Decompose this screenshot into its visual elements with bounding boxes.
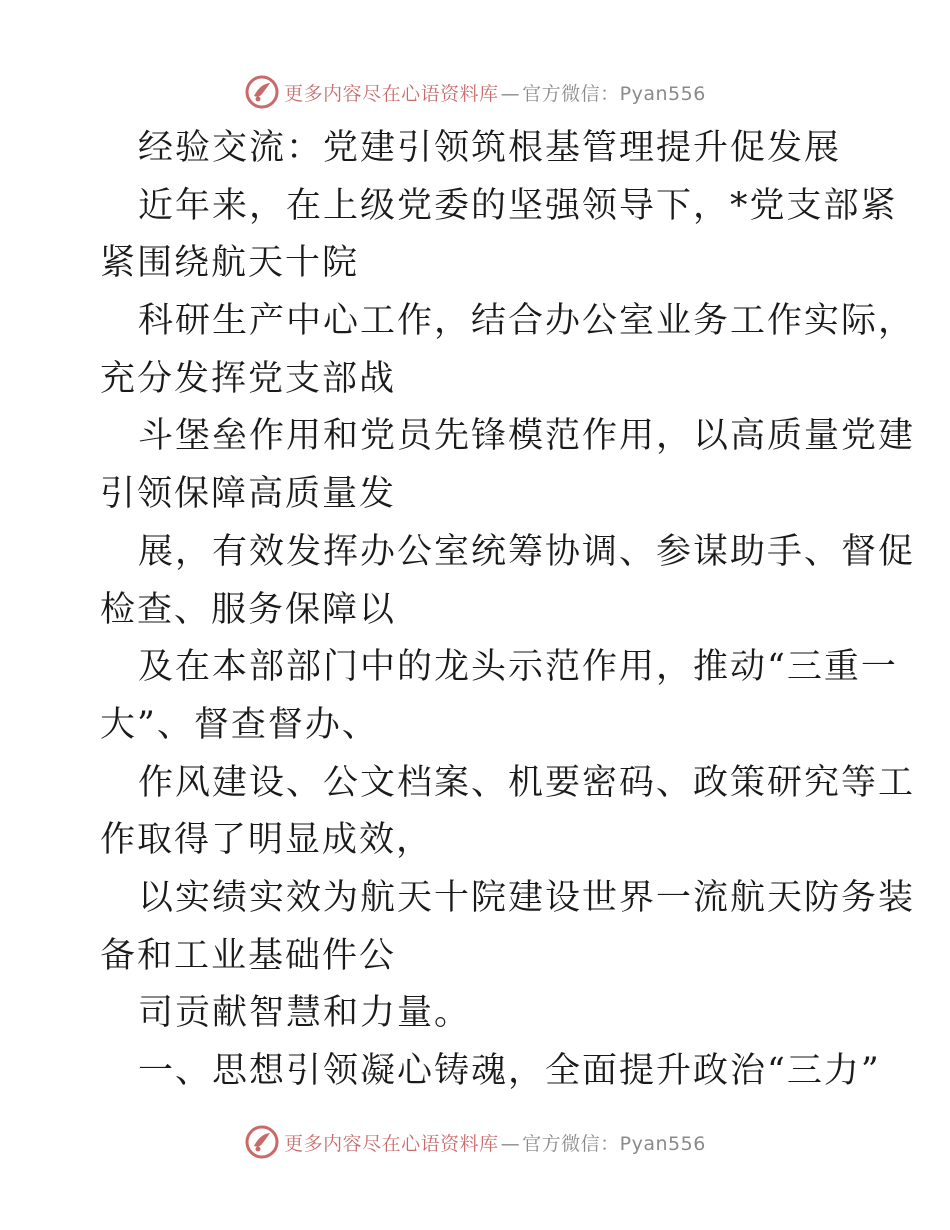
text-line: 一、思想引领凝心铸魂，全面提升政治“三力”: [138, 1051, 881, 1091]
text-line: 检查、服务保障以: [100, 589, 397, 630]
text-line: 近年来，在上级党委的坚强领导下，*党支部紧: [138, 185, 898, 226]
text-line: 经验交流：党建引领筑根基管理提升促发展: [138, 128, 842, 168]
text-line: 及在本部部门中的龙头示范作用，推动“三重一: [138, 647, 898, 688]
text-line: 作风建设、公文档案、机要密码、政策研究等工: [138, 762, 916, 803]
text-line: 充分发挥党支部战: [100, 358, 397, 399]
watermark-dash: —: [500, 1132, 521, 1155]
text-line: 备和工业基础件公: [100, 935, 397, 976]
watermark-text: [284, 79, 706, 106]
text-line: 大”、督查督办、: [100, 704, 379, 745]
text-line: 司贡献智慧和力量。: [138, 993, 472, 1034]
watermark-suffix: 官方微信：Pyan556: [522, 82, 706, 105]
text-line: 作取得了明显成效，: [100, 820, 434, 861]
document-body: [100, 120, 916, 1101]
watermark-suffix: 官方微信：Pyan556: [522, 1132, 706, 1155]
text-line: 斗堡垒作用和党员先锋模范作用，以高质量党建: [138, 416, 916, 457]
text-line: 展，有效发挥办公室统筹协调、参谋助手、督促: [138, 531, 916, 572]
watermark-dash: —: [500, 82, 521, 105]
brush-seal-icon: [244, 1124, 280, 1160]
watermark-main: 更多内容尽在心语资料库: [284, 1132, 499, 1155]
text-line: 以实绩实效为航天十院建设世界一流航天防务装: [138, 877, 916, 918]
brush-seal-icon: [244, 74, 280, 110]
footer-watermark: [0, 1122, 950, 1162]
text-line: 引领保障高质量发: [100, 474, 397, 515]
watermark-text: [284, 1129, 706, 1156]
text-line: 紧围绕航天十院: [100, 243, 360, 284]
watermark-main: 更多内容尽在心语资料库: [284, 82, 499, 105]
text-line: 科研生产中心工作，结合办公室业务工作实际，: [138, 301, 916, 342]
header-watermark: [0, 72, 950, 112]
